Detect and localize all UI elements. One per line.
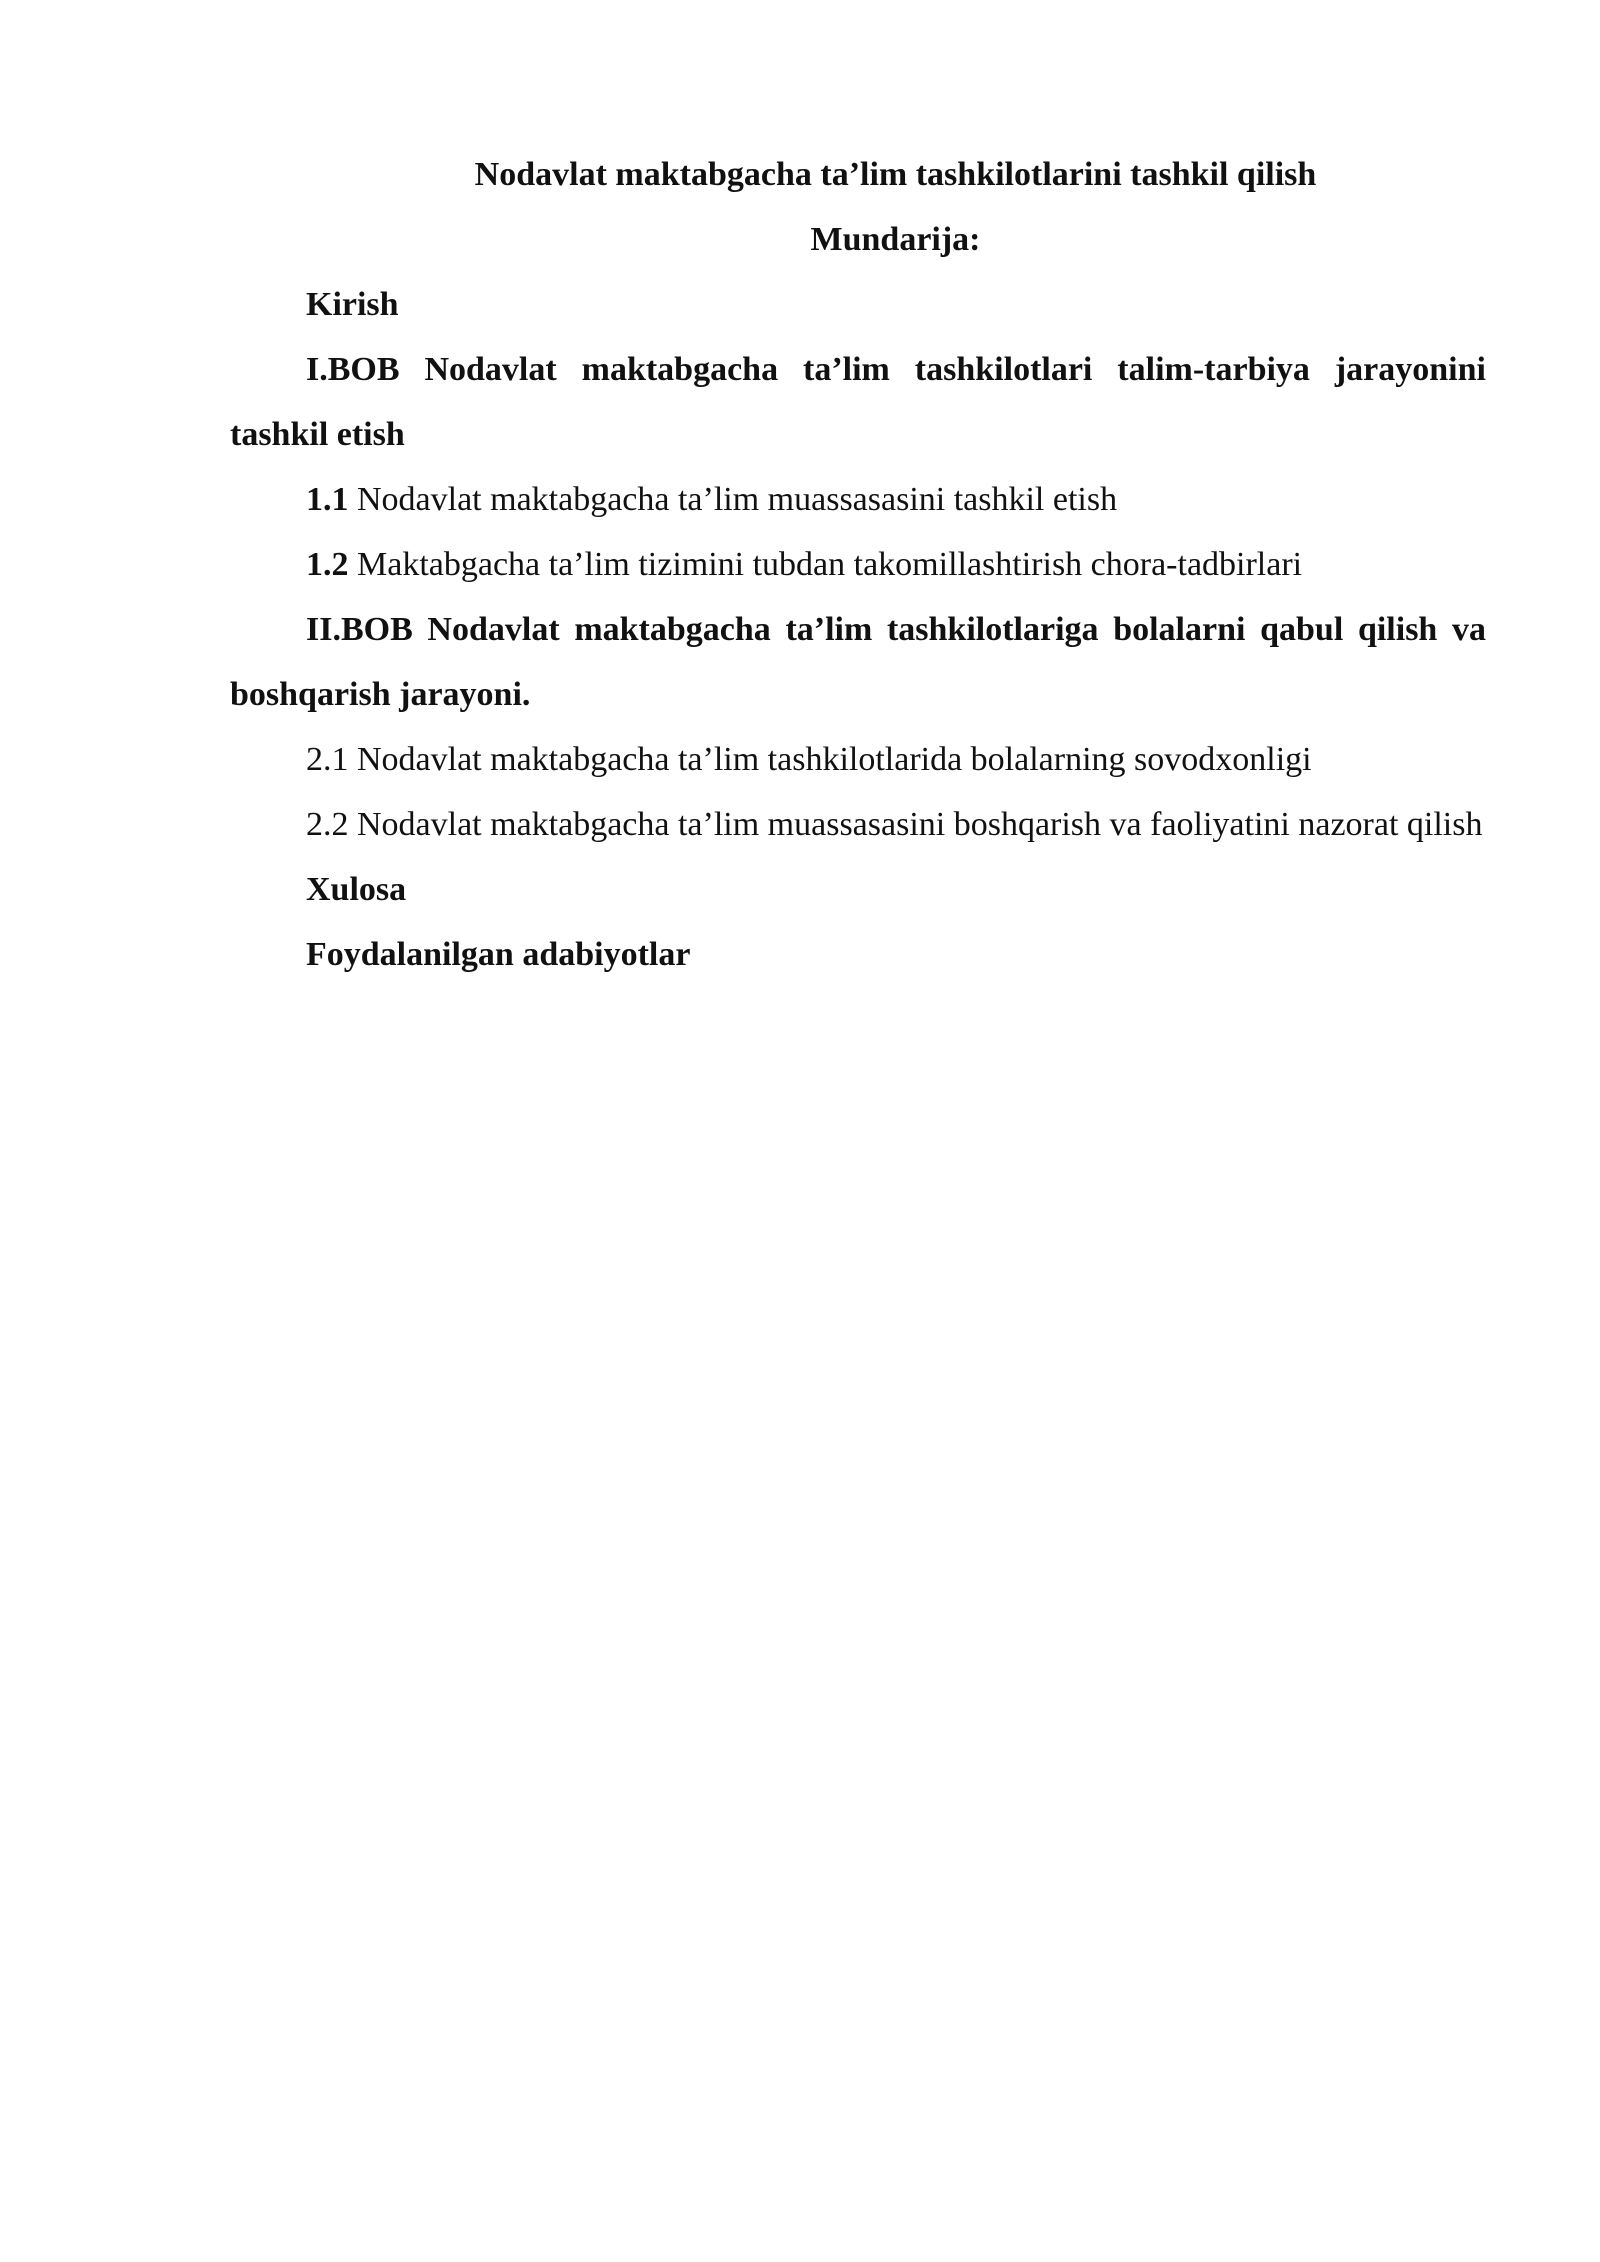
- toc-entry-section-2-1: 2.1 Nodavlat maktabgacha ta’lim tashkilotlarida bolalarning sovodxonligi: [306, 741, 1312, 778]
- document-title: Nodavlat maktabgacha ta’lim tashkilotlarini tashkil qilish: [474, 156, 1317, 193]
- toc-entry-chapter-2: II.BOB Nodavlat maktabgacha ta’lim tashkilotlariga bolalarni qabul qilish va boshqarish jarayoni.: [230, 611, 1486, 713]
- section-number: 1.2: [306, 546, 349, 583]
- toc-entry-chapter-1: I.BOB Nodavlat maktabgacha ta’lim tashkilotlari talim-tarbiya jarayonini tashkil etish: [230, 351, 1486, 453]
- section-title: Nodavlat maktabgacha ta’lim muassasasini tashkil etish: [348, 481, 1118, 518]
- toc-entry-section-2-2: 2.2 Nodavlat maktabgacha ta’lim muassasasini boshqarish va faoliyatini nazorat qilish: [306, 806, 1483, 843]
- section-title: Maktabgacha ta’lim tizimini tubdan takomillashtirish chora-tadbirlari: [348, 546, 1303, 583]
- toc-entry-introduction: Kirish: [306, 286, 399, 323]
- toc-heading: Mundarija:: [810, 221, 981, 258]
- section-number: 1.1: [306, 481, 349, 518]
- toc-entry-conclusion: Xulosa: [306, 871, 407, 908]
- toc-entry-references: Foydalanilgan adabiyotlar: [306, 936, 691, 973]
- toc-entry-section-1-1: [230, 467, 1486, 532]
- toc-entry-section-1-2: [230, 532, 1486, 597]
- document-content: [230, 142, 1486, 987]
